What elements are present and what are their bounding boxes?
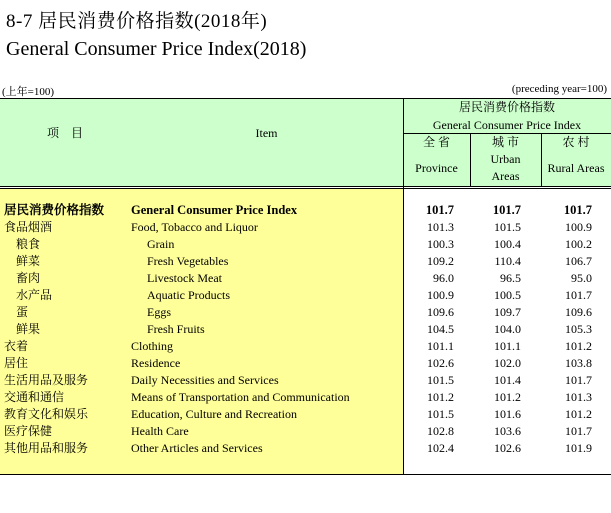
rural-value: 101.2 [565, 407, 592, 421]
urban-value: 110.4 [494, 254, 521, 268]
unit-note-left: (上年=100) [2, 86, 55, 98]
urban-value: 101.7 [492, 203, 521, 217]
header-bottom-rule-double [0, 188, 611, 189]
urban-value: 101.2 [494, 390, 521, 404]
row-label-en: Livestock Meat [147, 271, 222, 285]
province-value: 101.7 [425, 203, 454, 217]
rural-value: 103.8 [565, 356, 592, 370]
row-label-en: Health Care [131, 424, 189, 438]
province-value: 102.6 [427, 356, 454, 370]
row-label-cn: 交通和通信 [4, 390, 65, 404]
urban-value: 101.5 [494, 220, 521, 234]
row-label-en: Aquatic Products [147, 288, 230, 302]
province-value: 102.8 [427, 424, 454, 438]
row-label-en: Food, Tobacco and Liquor [131, 220, 258, 234]
province-value: 101.3 [427, 220, 454, 234]
row-label-cn: 水产品 [16, 288, 53, 302]
province-value: 101.1 [427, 339, 454, 353]
province-value: 102.4 [427, 441, 454, 455]
province-value: 101.5 [427, 373, 454, 387]
rural-value: 101.7 [565, 373, 592, 387]
row-label-cn: 鲜果 [16, 322, 41, 336]
table-row [0, 406, 611, 423]
page-title-cn: 8-7 居民消费价格指数(2018年) [6, 11, 268, 32]
rural-value: 100.2 [565, 237, 592, 251]
row-label-cn: 鲜菜 [16, 254, 41, 268]
rural-value: 101.3 [565, 390, 592, 404]
rural-value: 106.7 [565, 254, 592, 268]
table-bottom-rule [0, 474, 611, 475]
province-value: 104.5 [427, 322, 454, 336]
row-label-cn: 衣着 [4, 339, 29, 353]
table-row [0, 219, 611, 236]
row-label-cn: 粮食 [16, 237, 41, 251]
urban-value: 101.6 [494, 407, 521, 421]
table-row [0, 321, 611, 338]
header-col2-en-1: Urban [490, 152, 521, 166]
header-item-cn: 项 目 [46, 126, 83, 140]
header-group-en: General Consumer Price Index [432, 118, 582, 132]
row-label-en: Residence [131, 356, 181, 370]
province-value: 100.3 [427, 237, 454, 251]
table-row [0, 236, 611, 253]
header-group-cn: 居民消费价格指数 [458, 100, 555, 114]
rural-value: 95.0 [571, 271, 592, 285]
row-label-en: Fresh Fruits [147, 322, 205, 336]
row-label-cn: 其他用品和服务 [4, 441, 89, 455]
table-row [0, 270, 611, 287]
table-row [0, 355, 611, 372]
rural-value: 101.7 [565, 424, 592, 438]
table-row [0, 338, 611, 355]
rural-value: 101.7 [565, 288, 592, 302]
urban-value: 100.4 [494, 237, 521, 251]
header-item-en: Item [255, 126, 278, 140]
row-label-en: Daily Necessities and Services [131, 373, 279, 387]
row-label-en: Grain [147, 237, 175, 251]
province-value: 109.2 [427, 254, 454, 268]
urban-value: 101.1 [494, 339, 521, 353]
urban-value: 96.5 [500, 271, 521, 285]
header-col1-cn: 全 省 [422, 135, 450, 149]
table-row [0, 372, 611, 389]
header-col3-en: Rural Areas [547, 161, 605, 175]
row-label-cn: 蛋 [16, 305, 29, 319]
urban-value: 103.6 [494, 424, 521, 438]
province-value: 109.6 [427, 305, 454, 319]
row-label-cn: 畜肉 [16, 271, 41, 285]
urban-value: 101.4 [494, 373, 521, 387]
urban-value: 100.5 [494, 288, 521, 302]
urban-value: 102.6 [494, 441, 521, 455]
rural-value: 101.7 [563, 203, 592, 217]
header-col3-cn: 农 村 [562, 135, 590, 149]
row-label-cn: 居住 [4, 356, 29, 370]
province-value: 101.2 [427, 390, 454, 404]
table-row [0, 202, 611, 219]
row-label-cn: 居民消费价格指数 [4, 203, 105, 217]
header-bottom-rule [0, 186, 611, 187]
row-label-en: Education, Culture and Recreation [131, 407, 297, 421]
rural-value: 109.6 [565, 305, 592, 319]
page-title-en: General Consumer Price Index(2018) [6, 38, 307, 60]
table-row [0, 423, 611, 440]
row-label-en: Other Articles and Services [131, 441, 263, 455]
row-label-cn: 教育文化和娱乐 [4, 407, 89, 421]
header-col1-en: Province [415, 161, 458, 175]
row-label-cn: 食品烟酒 [4, 220, 53, 234]
rural-value: 100.9 [565, 220, 592, 234]
table-row [0, 304, 611, 321]
row-label-cn: 生活用品及服务 [4, 373, 89, 387]
urban-value: 104.0 [494, 322, 521, 336]
row-label-en: Means of Transportation and Communication [131, 390, 350, 404]
row-label-en: General Consumer Price Index [131, 203, 298, 217]
province-value: 96.0 [433, 271, 454, 285]
rural-value: 101.9 [565, 441, 592, 455]
rural-value: 101.2 [565, 339, 592, 353]
table-row [0, 389, 611, 406]
unit-note-right: (preceding year=100) [511, 83, 607, 95]
province-value: 100.9 [427, 288, 454, 302]
urban-value: 102.0 [494, 356, 521, 370]
header-col2-en-2: Areas [491, 169, 520, 183]
row-label-cn: 医疗保健 [4, 424, 53, 438]
row-label-en: Eggs [147, 305, 171, 319]
header-col2-cn: 城 市 [491, 135, 519, 149]
row-label-en: Clothing [131, 339, 174, 353]
table-row [0, 253, 611, 270]
urban-value: 109.7 [494, 305, 521, 319]
table-row [0, 440, 611, 457]
row-label-en: Fresh Vegetables [147, 254, 229, 268]
rural-value: 105.3 [565, 322, 592, 336]
province-value: 101.5 [427, 407, 454, 421]
table-row [0, 287, 611, 304]
